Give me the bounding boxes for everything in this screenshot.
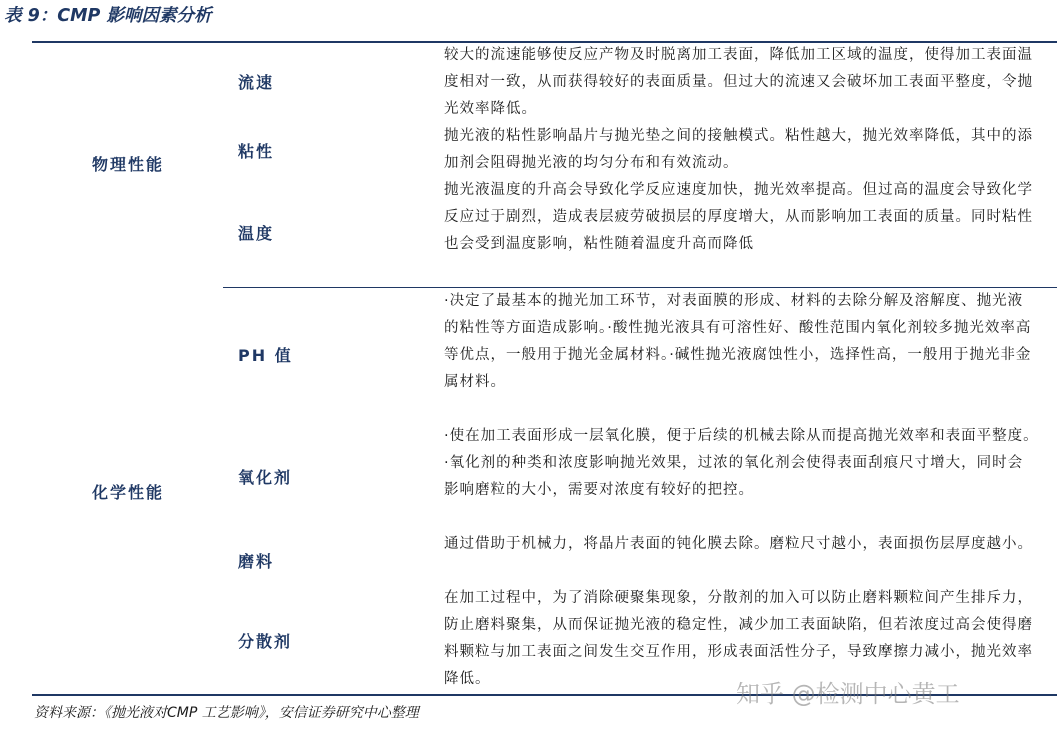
group-label-physical: 物理性能 [92,155,165,174]
watermark: 知乎 @检测中心黄工 [736,680,960,708]
group-label-chemical: 化学性能 [92,483,165,502]
factor-label-dispersant: 分散剂 [238,632,293,651]
table-title: 表 9：CMP 影响因素分析 [4,6,212,26]
description-viscosity: 抛光液的粘性影响晶片与抛光垫之间的接触模式。粘性越大，抛光效率降低，其中的添加剂会阻碍抛光液的均匀分布和有效流动。 [444,128,1033,171]
factor-label-abrasive: 磨料 [238,552,275,571]
description-abrasive: 通过借助于机械力，将晶片表面的钝化膜去除。磨粒尺寸越小，表面损伤层厚度越小。 [444,536,1033,552]
factor-label-temperature: 温度 [238,224,275,243]
factor-label-oxidizer: 氧化剂 [238,468,293,487]
description-dispersant: 在加工过程中，为了消除硬聚集现象，分散剂的加入可以防止磨料颗粒间产生排斥力，防止磨料聚集，从而保证抛光液的稳定性，减少加工表面缺陷，但若浓度过高会使得磨料颗粒与加工表面之间发生交互作用，形成表面活性分子，导致摩擦力减小，抛光效率降低。 [444,590,1033,687]
factor-label-flow-rate: 流速 [238,73,275,92]
description-temperature: 抛光液温度的升高会导致化学反应速度加快，抛光效率提高。但过高的温度会导致化学反应过于剧烈，造成表层疲劳破损层的厚度增大，从而影响加工表面的质量。同时粘性也会受到温度影响，粘性随着温度升高而降低 [444,182,1033,252]
factor-label-viscosity: 粘性 [238,142,275,161]
source-note: 资料来源：《抛光液对CMP 工艺影响》，安信证券研究中心整理 [34,705,419,721]
description-ph: ·决定了最基本的抛光加工环节，对表面膜的形成、材料的去除分解及溶解度、抛光液的粘性等方面造成影响。·酸性抛光液具有可溶性好、酸性范围内氧化剂较多抛光效率高等优点，一般用于抛光金属材料。·碱性抛光液腐蚀性小，选择性高，一般用于抛光非金属材料。 [444,293,1032,390]
description-flow-rate: 较大的流速能够使反应产物及时脱离加工表面，降低加工区域的温度，使得加工表面温度相对一致，从而获得较好的表面质量。但过大的流速又会破坏加工表面平整度，令抛光效率降低。 [444,47,1033,117]
description-oxidizer: ·使在加工表面形成一层氧化膜，便于后续的机械去除从而提高抛光效率和表面平整度。·氧化剂的种类和浓度影响抛光效果，过浓的氧化剂会使得表面刮痕尺寸增大，同时会影响磨粒的大小，需要对浓度有较好的把控。 [444,428,1032,498]
factor-label-ph: PH 值 [238,346,293,365]
